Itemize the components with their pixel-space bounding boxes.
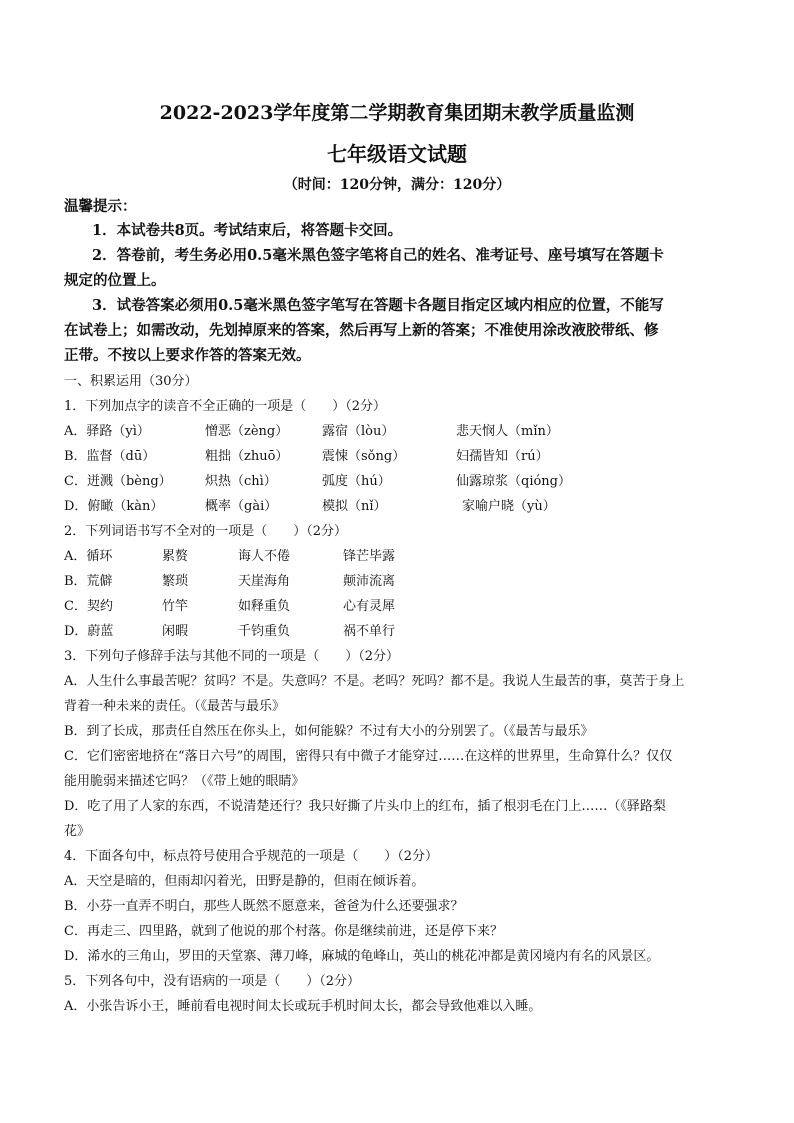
q2-b-1: B．荒僻	[64, 574, 113, 589]
q1-b-3: 震悚（sǒng）	[322, 449, 406, 464]
q4-option-a: A．天空是暗的，但雨却闪着光，田野是静的，但雨在倾诉着。	[64, 874, 425, 889]
q3-option-d-line2: 花》	[64, 824, 91, 839]
exam-title: 2022-2023学年度第二学期教育集团期末教学质量监测	[159, 102, 635, 124]
q2-d-4: 祸不单行	[343, 624, 396, 639]
q2-a-1: A．循环	[64, 549, 113, 564]
q3-stem: 3．下列句子修辞手法与其他不同的一项是（ ）（2分）	[64, 649, 400, 664]
q2-a-4: 锋芒毕露	[343, 549, 396, 564]
q2-d-3: 千钧重负	[238, 624, 291, 639]
q3-option-d-line1: D．吃了用了人家的东西，不说清楚还行？我只好撕了片头巾上的红布，插了根羽毛在门上……（《驿路梨	[64, 799, 666, 814]
q2-b-3: 天崖海角	[238, 574, 291, 589]
notice-item-2-line2: 规定的位置上。	[64, 272, 166, 289]
q2-b-2: 繁琐	[162, 574, 189, 589]
q1-d-1: D．俯瞰（kàn）	[64, 499, 164, 514]
q1-a-4: 悲天悯人（mǐn）	[456, 424, 559, 439]
q1-stem: 1．下列加点字的读音不全正确的一项是（ ）（2分）	[64, 399, 387, 414]
q2-b-4: 颠沛流离	[343, 574, 396, 589]
q1-b-4: 妇孺皆知（rú）	[456, 449, 549, 464]
q1-b-2: 粗拙（zhuō）	[205, 449, 289, 464]
notice-item-3-line3: 正带。不按以上要求作答的答案无效。	[64, 347, 311, 364]
q1-b-1: B．监督（dū）	[64, 449, 156, 464]
q1-c-2: 炽热（chì）	[205, 474, 277, 489]
q3-option-a-line1: A．人生什么事最苦呢？贫吗？不是。失意吗？不是。老吗？死吗？都不是。我说人生最苦的事，莫苦于身上	[64, 674, 685, 689]
q1-a-3: 露宿（lòu）	[322, 424, 395, 439]
q2-d-2: 闲暇	[162, 624, 189, 639]
q2-c-1: C．契约	[64, 599, 113, 614]
q2-d-1: D．蔚蓝	[64, 624, 114, 639]
q4-option-d: D．浠水的三角山，罗田的天堂寨、薄刀峰，麻城的龟峰山，英山的桃花冲都是黄冈境内有名的风景区。	[64, 949, 660, 964]
q3-option-a-line2: 背着一种未来的责任。（《最苦与最乐》	[64, 699, 286, 714]
q1-d-2: 概率（gài）	[205, 499, 278, 514]
q3-option-c-line1: C．它们密密地挤在“落日六号”的周围，密得只有中微子才能穿过……在这样的世界里，生命算什么？仅仅	[64, 749, 673, 764]
q1-a-2: 憎恶（zèng）	[205, 424, 289, 439]
q4-option-c: C．再走三、四里路，就到了他说的那个村落。你是继续前进，还是停下来？	[64, 924, 503, 939]
q1-c-4: 仙露琼浆（qióng）	[456, 474, 572, 489]
q4-option-b: B．小芬一直弄不明白，那些人既然不愿意来，爸爸为什么还要强求？	[64, 899, 464, 914]
q2-a-2: 累赘	[162, 549, 189, 564]
exam-subtitle: 七年级语文试题	[327, 142, 467, 166]
notice-item-1: 1．本试卷共8页。考试结束后，将答题卡交回。	[92, 222, 403, 239]
q2-stem: 2．下列词语书写不全对的一项是（ ）（2分）	[64, 524, 348, 539]
q1-c-3: 弧度（hú）	[322, 474, 391, 489]
q1-d-4: 家喻户晓（yù）	[462, 499, 556, 514]
notice-item-3-line2: 在试卷上；如需改动，先划掉原来的答案，然后再写上新的答案；不准使用涂改液胶带纸、修	[64, 322, 659, 339]
q2-c-3: 如释重负	[238, 599, 291, 614]
q2-c-4: 心有灵犀	[343, 599, 396, 614]
q1-d-3: 模拟（nǐ）	[322, 499, 387, 514]
section-heading: 一、积累运用（30分）	[64, 374, 198, 389]
q1-a-1: A．驿路（yì）	[64, 424, 150, 439]
notice-heading: 温馨提示：	[64, 198, 137, 215]
q3-option-c-line2: 能用脆弱来描述它吗？（《带上她的眼睛》	[64, 774, 305, 789]
q2-a-3: 诲人不倦	[238, 549, 291, 564]
q5-stem: 5．下列各句中，没有语病的一项是（ ）（2分）	[64, 974, 361, 989]
exam-info: （时间：120分钟，满分：120分）	[283, 177, 511, 193]
q1-c-1: C．迸溅（bèng）	[64, 474, 172, 489]
q2-c-2: 竹竿	[162, 599, 189, 614]
q5-option-a: A．小张告诉小王，睡前看电视时间太长或玩手机时间太长，都会导致他难以入睡。	[64, 999, 542, 1014]
q4-stem: 4．下面各句中，标点符号使用合乎规范的一项是（ ）（2分）	[64, 849, 439, 864]
notice-item-2-line1: 2．答卷前，考生务必用0.5毫米黑色签字笔将自己的姓名、准考证号、座号填写在答题卡	[92, 247, 664, 264]
q3-option-b: B．到了长成，那责任自然压在你头上，如何能躲？不过有大小的分别罢了。（《最苦与最乐》	[64, 724, 594, 739]
notice-item-3-line1: 3．试卷答案必须用0.5毫米黑色签字笔写在答题卡各题目指定区域内相应的位置，不能写	[92, 297, 664, 314]
